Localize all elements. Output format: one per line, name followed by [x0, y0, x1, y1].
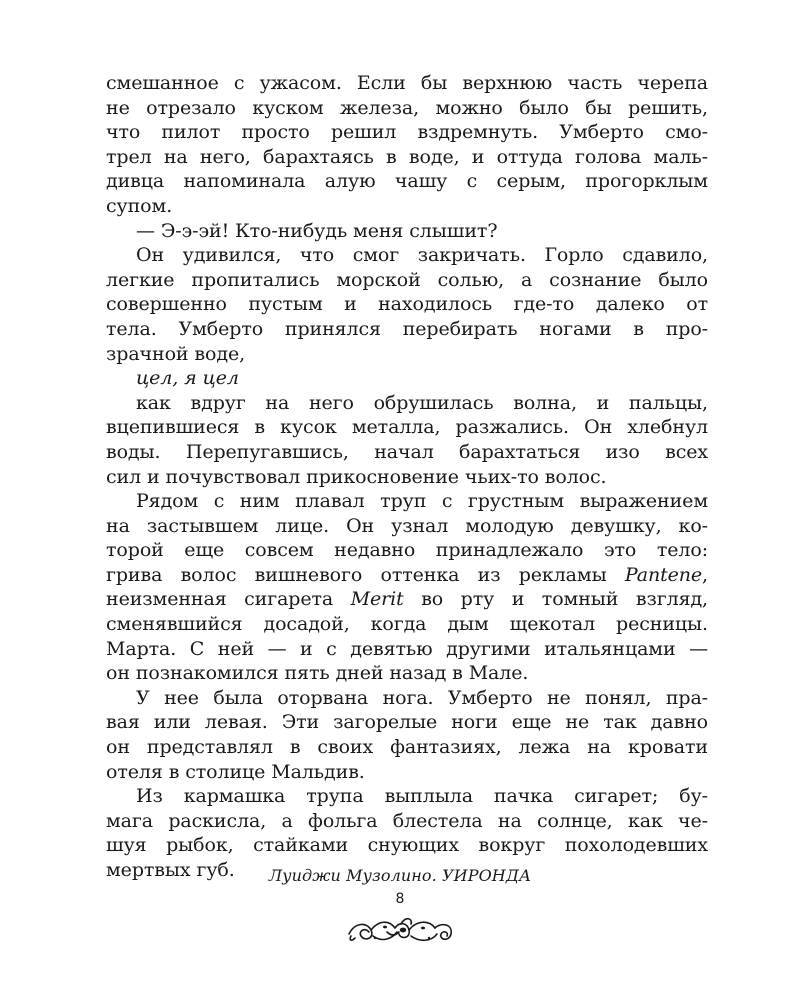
- text-line: [106, 71, 708, 96]
- text-line: [106, 563, 708, 588]
- line-text-tail: ,: [702, 563, 708, 586]
- page-number: 8: [395, 891, 405, 907]
- text-line: [106, 538, 708, 563]
- text-line: [106, 465, 708, 490]
- line-text: Марта. С ней — и с девятью другими итальянцами —: [106, 637, 708, 660]
- line-text: Рядом с ним плавал труп с грустным выражением: [136, 490, 708, 513]
- text-line: [106, 342, 708, 367]
- text-line: [106, 194, 708, 219]
- line-text: мертвых губ.: [106, 859, 235, 881]
- line-text: легкие пропитались морской солью, а сознание было: [106, 268, 708, 291]
- line-text: смешанное с ужасом. Если бы верхнюю часть черепа: [106, 72, 708, 94]
- line-text: не отрезало куском железа, можно было бы решить,: [106, 96, 708, 119]
- text-line: [106, 219, 708, 244]
- line-text: сил и почувствовал прикосновение чьих-то волос.: [106, 465, 607, 488]
- line-text: на застывшем лице. Он узнал молодую девушку, ко-: [106, 514, 708, 537]
- line-text: торой еще совсем недавно принадлежало это тело:: [106, 539, 708, 562]
- text-line: [106, 661, 708, 686]
- floral-vignette-ornament-icon: [345, 912, 457, 948]
- line-text: — Э-э-эй! Кто-нибудь меня слышит?: [136, 219, 498, 242]
- italic-brand-name: Merit: [350, 588, 404, 611]
- line-text: сменявшийся досадой, когда дым щекотал ресницы.: [106, 613, 708, 636]
- line-text: грива волос вишневого оттенка из рекламы: [106, 563, 625, 586]
- text-line: [106, 637, 708, 662]
- text-line: [106, 243, 708, 268]
- text-line: [106, 784, 708, 809]
- line-text: цел, я цел: [136, 367, 239, 390]
- line-text: зрачной воде,: [106, 342, 246, 365]
- line-text: отеля в столице Мальдив.: [106, 760, 365, 783]
- line-text: как вдруг на него обрушилась волна, и пальцы,: [136, 391, 708, 414]
- text-line: [106, 391, 708, 416]
- text-line: [106, 514, 708, 539]
- text-line: [106, 169, 708, 194]
- line-text: Из кармашка трупа выплыла пачка сигарет; бу-: [136, 785, 708, 808]
- text-line: [106, 833, 708, 858]
- text-line: [106, 317, 708, 342]
- text-line: [106, 268, 708, 293]
- line-text: У нее была оторвана нога. Умберто не понял, пра-: [136, 686, 708, 709]
- line-text: Он удивился, что смог закричать. Горло сдавило,: [136, 244, 708, 267]
- line-text-tail: во рту и томный взгляд,: [403, 588, 708, 611]
- running-footer-title: Луиджи Музолино. УИРОНДА: [268, 866, 532, 885]
- line-text: вая или левая. Эти загорелые ноги еще не так давно: [106, 711, 708, 734]
- text-line: [106, 415, 708, 440]
- text-line: [106, 489, 708, 514]
- line-text: супом.: [106, 194, 173, 217]
- text-line: [106, 440, 708, 465]
- text-line: [106, 809, 708, 834]
- line-text: дивца напоминала алую чашу с серым, прогорклым: [106, 170, 708, 193]
- text-line: [106, 366, 708, 391]
- text-line: [106, 710, 708, 735]
- text-line: [106, 96, 708, 121]
- body-text: [106, 71, 708, 883]
- line-text: неизменная сигарета: [106, 588, 351, 611]
- line-text: совершенно пустым и находилось где-то далеко от: [106, 293, 708, 316]
- line-text: он познакомился пять дней назад в Мале.: [106, 662, 529, 685]
- line-text: трел на него, барахтаясь в воде, и оттуда голова маль-: [106, 145, 708, 168]
- text-line: [106, 587, 708, 612]
- text-line: [106, 735, 708, 760]
- text-line: [106, 760, 708, 785]
- line-text: он представлял в своих фантазиях, лежа на кровати: [106, 736, 708, 759]
- italic-brand-name: Pantene: [624, 563, 703, 586]
- line-text: тела. Умберто принялся перебирать ногами в про-: [106, 317, 708, 340]
- line-text: шуя рыбок, стайками снующих вокруг похолодевших: [106, 834, 708, 857]
- text-line: [106, 612, 708, 637]
- text-line: [106, 145, 708, 170]
- line-text: мага раскисла, а фольга блестела на солнце, как че-: [106, 809, 708, 832]
- text-line: [106, 292, 708, 317]
- text-line: [106, 120, 708, 145]
- line-text: что пилот просто решил вздремнуть. Умберто смо-: [106, 121, 708, 144]
- line-text: воды. Перепугавшись, начал барахтаться изо всех: [106, 440, 708, 463]
- text-line: [106, 686, 708, 711]
- line-text: вцепившиеся в кусок металла, разжались. Он хлебнул: [106, 416, 708, 439]
